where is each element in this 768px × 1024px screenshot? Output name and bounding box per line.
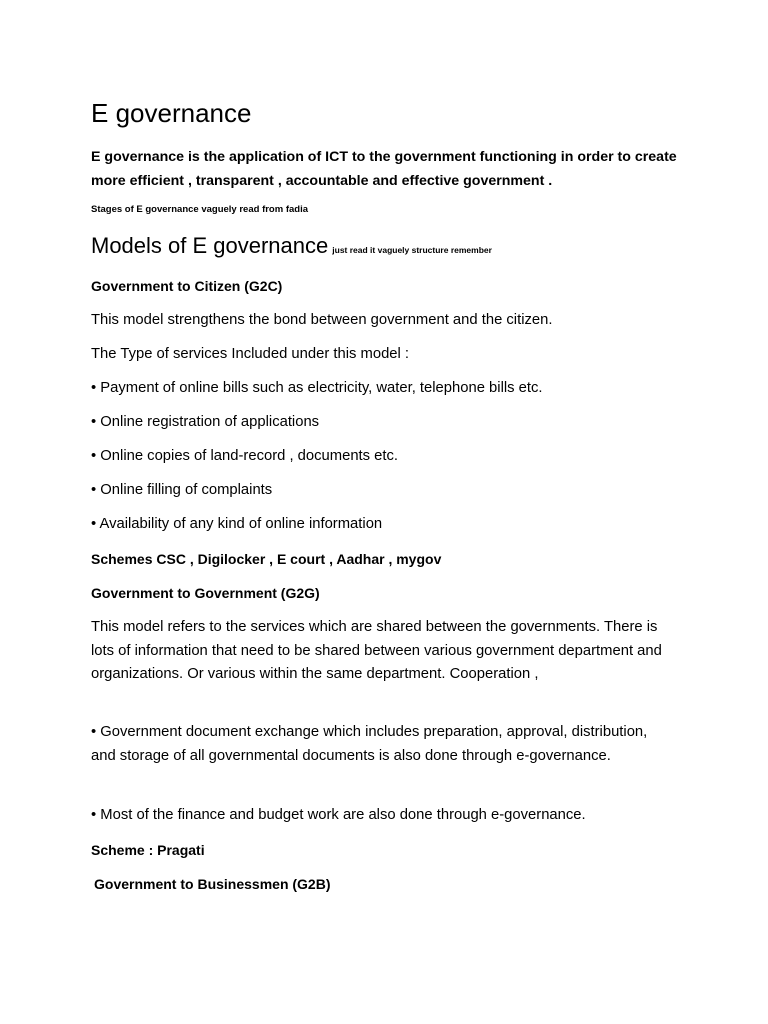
- models-heading-text: Models of E governance: [91, 233, 329, 258]
- stages-note: Stages of E governance vaguely read from fadia: [91, 204, 308, 215]
- g2c-services-intro: The Type of services Included under this model :: [91, 346, 410, 362]
- g2g-description: This model refers to the services which are shared between the governments. There is lots of information that need to be shared between various government department and organizations. Or various within the same department. Cooperation ,: [91, 619, 662, 682]
- g2g-scheme: Scheme : Pragati: [91, 842, 205, 858]
- g2g-heading: Government to Government (G2G): [91, 585, 320, 601]
- g2c-bullet-4: • Online filling of complaints: [91, 482, 273, 498]
- g2c-bullet-5: • Availability of any kind of online information: [91, 516, 383, 532]
- intro-paragraph: E governance is the application of ICT to the government functioning in order to create more efficient , transparent , accountable and effective government .: [91, 149, 677, 189]
- g2c-bullet-3: • Online copies of land-record , documents etc.: [91, 448, 399, 464]
- g2c-bullet-2: • Online registration of applications: [91, 414, 320, 430]
- g2g-bullet-2: • Most of the finance and budget work are also done through e-governance.: [91, 807, 586, 823]
- models-note: just read it vaguely structure remember: [332, 245, 492, 255]
- g2c-schemes: Schemes CSC , Digilocker , E court , Aadhar , mygov: [91, 551, 442, 567]
- g2b-heading: Government to Businessmen (G2B): [94, 876, 331, 892]
- g2c-description: This model strengthens the bond between government and the citizen.: [91, 312, 553, 328]
- g2c-heading: Government to Citizen (G2C): [91, 278, 283, 294]
- page-title: E governance: [91, 98, 252, 128]
- models-heading: [91, 229, 492, 267]
- g2c-bullet-1: • Payment of online bills such as electricity, water, telephone bills etc.: [91, 380, 543, 396]
- g2g-bullet-1: • Government document exchange which includes preparation, approval, distribution, and storage of all governmental documents is also done through e-governance.: [91, 724, 648, 764]
